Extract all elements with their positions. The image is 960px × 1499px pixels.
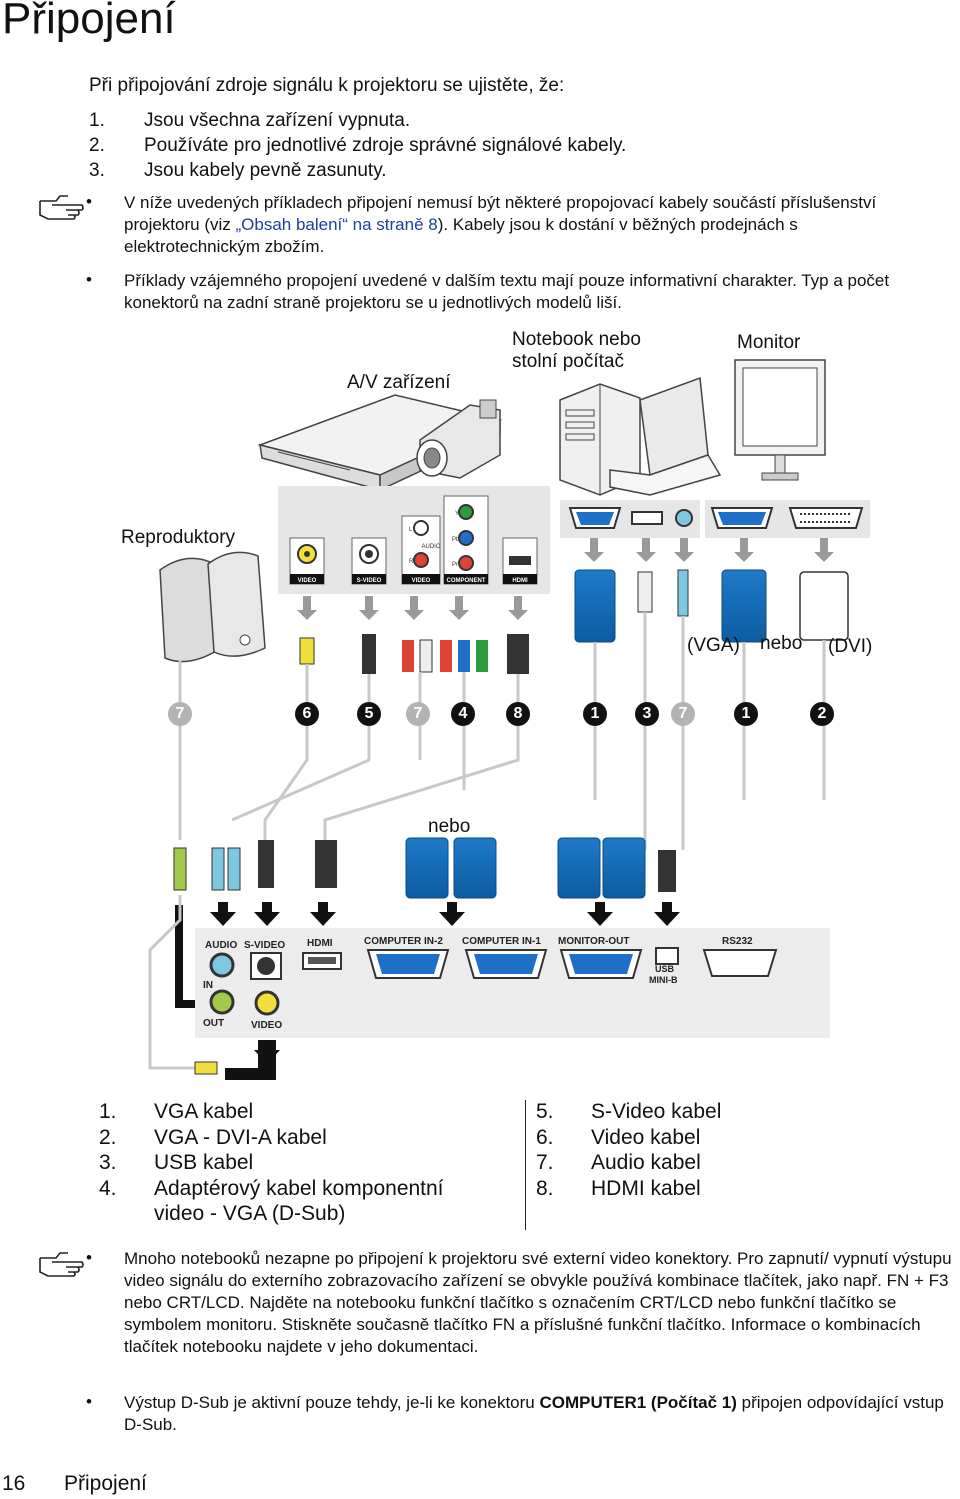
note2-bullet-2: Výstup D-Sub je aktivní pouze tehdy, je-li ke konektoru COMPUTER1 (Počítač 1) připojen odpovídající vstup D-Sub. [124,1393,944,1434]
legend-item: video - VGA (D-Sub) [154,1202,346,1225]
av-port-label: HDMI [512,578,528,584]
label-or-2: nebo [428,816,471,837]
legend-left [99,1099,444,1227]
note-hand-icon [38,1250,86,1280]
legend-item: 4. Adaptérový kabel komponentní [99,1176,444,1200]
cable-number: 8 [506,702,530,726]
label-dvi: (DVI) [828,636,873,657]
legend-item: 2. VGA - DVI-A kabel [99,1125,327,1149]
note2-bullet-1: Mnoho notebooků nezapne po připojení k projektoru své externí video konektory. Pro zapnutí/ vypnutí výstupu video signálu do externího zobrazovacího zařízení se obvykle používá kombinace tlačítek, jako např. FN + F3 nebo CRT/LCD. Najděte na notebooku funkční tlačítko s označením CRT/LCD nebo funkční tlačítko se symbolem monitoru. Stiskněte současně tlačítko FN a příslušné funkční tlačítko. Informace o kombinacích tlačítek notebooku najdete v jeho dokumentaci. [124,1249,952,1356]
legend-item: 3. USB kabel [99,1151,254,1174]
av-port-label: VIDEO [297,578,317,584]
port-audio-label: AUDIO [205,940,238,951]
legend-divider [525,1100,526,1230]
cable-number: 1 [734,702,758,726]
note-bullet-2: Příklady vzájemného propojení uvedené v dalším textu mají pouze informativní charakter. Typ a počet konektorů na zadní straně projektoru se u jednotlivých modelů liší. [124,271,890,312]
port-usb-label: USB [655,964,675,974]
port-usb-label-2: MINI-B [649,975,678,985]
cable-number: 2 [810,702,834,726]
av-port-label: S-VIDEO [356,578,382,584]
port-in-label: IN [203,980,213,991]
bottom-plugs [174,838,676,898]
legend-item: 5. S-Video kabel [536,1100,722,1123]
comp-mark: L [409,527,413,533]
link-package-contents[interactable]: „Obsah balení“ na straně 8 [235,215,438,234]
port-comp2-label: COMPUTER IN-2 [364,936,443,947]
note-bullet-1: V níže uvedených příkladech připojení nemusí být některé propojovací kabely součástí příslušenství projektoru (viz „Obsah balení“ na straně 8). Kabely jsou k dostání v běžných prodejnách s elektrotechnickým zbožím. [124,193,877,256]
cable-number: 6 [295,702,319,726]
page-number: 16 [2,1472,26,1495]
intro-text: Při připojování zdroje signálu k projektoru se ujistěte, že: [89,75,565,96]
legend-item: 6. Video kabel [536,1125,701,1149]
page-title: Připojení [2,0,176,43]
step-item: 1. Jsou všechna zařízení vypnuta. [89,110,411,131]
port-svideo-label: S-VIDEO [244,940,286,951]
port-comp1-label: COMPUTER IN-1 [462,936,541,947]
step-item: 3. Jsou kabely pevně zasunuty. [89,160,387,181]
cable-number: 7 [671,702,695,726]
note-hand-icon [38,193,86,223]
comp-mark: R [409,559,414,565]
legend-item: 8. HDMI kabel [536,1176,701,1200]
speakers [160,552,265,661]
legend-item: 1. VGA kabel [99,1100,254,1123]
monitor-input-panel [705,500,870,538]
label-vga: (VGA) [687,635,740,656]
footer-section: Připojení [64,1472,147,1495]
comp-mark: Pb [452,537,460,543]
av-port-label: VIDEO [411,578,431,584]
cable-number: 4 [451,702,475,726]
label-speakers: Reproduktory [121,527,236,548]
port-hdmi-label: HDMI [307,938,333,949]
label-notebook-1: Notebook nebo [512,329,641,350]
cable-number: 1 [583,702,607,726]
av-port-label: COMPONENT [446,578,486,584]
comp-mark: Y [455,511,460,517]
cable-number: 5 [357,702,381,726]
steps-list [89,108,889,183]
legend-item: 7. Audio kabel [536,1151,701,1174]
cable-number: 7 [168,702,192,726]
cable-number: 3 [635,702,659,726]
computer-output-panel [560,500,700,538]
comp-mark: Pr [452,562,458,568]
label-monitor: Monitor [737,332,801,353]
port-monitor-out-label: MONITOR-OUT [558,936,630,947]
monitor [735,360,825,480]
label-notebook-2: stolní počítač [512,351,624,372]
step-item: 2. Používáte pro jednotlivé zdroje správné signálové kabely. [89,135,627,156]
port-rs232-label: RS232 [722,936,753,947]
legend-right [536,1099,721,1201]
port-out-label: OUT [203,1018,225,1029]
cable-number: 7 [406,702,430,726]
label-or: nebo [760,633,803,654]
label-av-device: A/V zařízení [347,372,451,393]
av-audio-label: AUDIO [421,544,441,550]
port-video-label: VIDEO [251,1020,283,1031]
